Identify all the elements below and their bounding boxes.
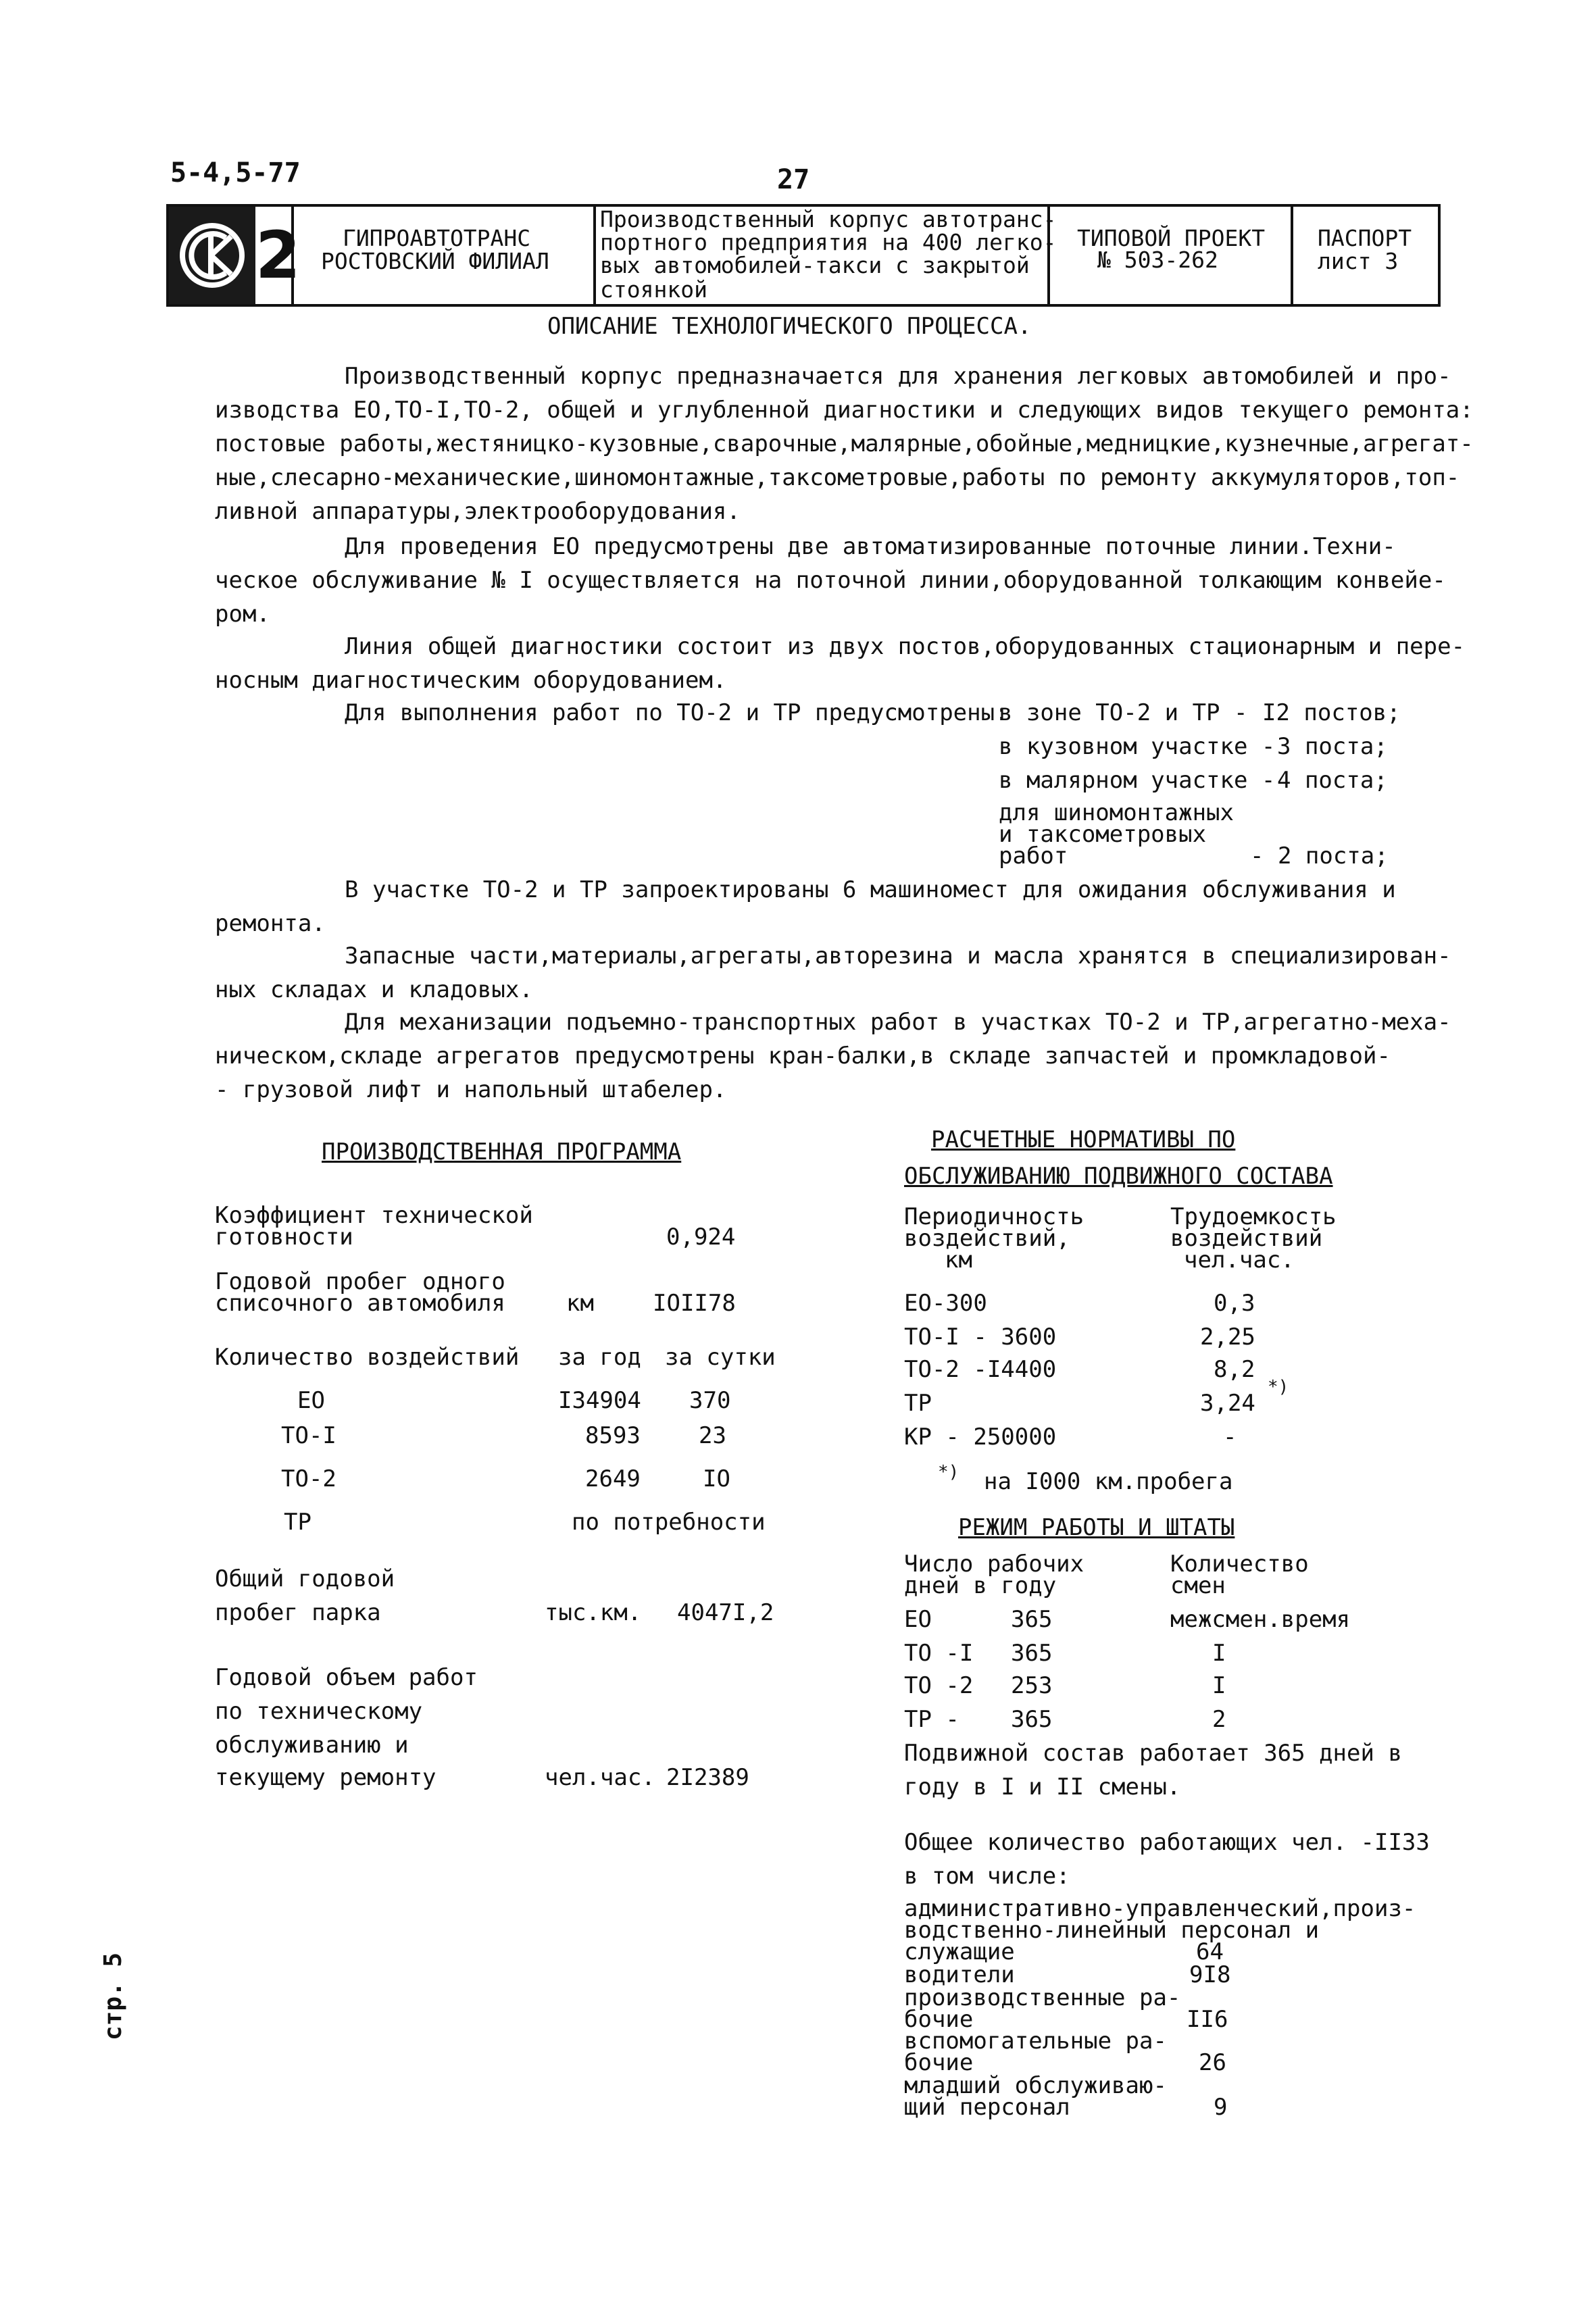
body-line: ных складах и кладовых. [215,976,533,1003]
mode-row-shifts: I [1212,1640,1226,1667]
norms-row-name: КР - 250000 [904,1424,1057,1451]
page-number: 27 [777,164,810,195]
program-row-year: I34904 [558,1387,641,1414]
count-label: Количество воздействий [215,1344,520,1371]
mode-col1-header: дней в году [904,1572,1057,1599]
project-cell [1050,207,1293,304]
staff-value: II6 [1187,2006,1228,2033]
fleet-unit: тыс.км. [545,1599,642,1626]
body-line: носным диагностическим оборудованием. [215,667,727,694]
staff-label: щий персонал [904,2094,1070,2121]
program-row-year: по потребности [572,1509,766,1536]
work-value: 2I2389 [666,1764,749,1791]
norms-title: ОБСЛУЖИВАНИЮ ПОДВИЖНОГО СОСТАВА [904,1163,1333,1190]
post-label: и таксометровых [999,821,1207,848]
body-line: постовые работы,жестяницко-кузовные,сварочные,малярные,обойные,медницкие,кузнечные,агрегат- [215,430,1474,457]
post-value: 3 поста; [1277,733,1388,760]
annual-label: списочного автомобиля [215,1290,505,1317]
body-line: Для механизации подъемно-транспортных работ в участках ТО-2 и ТР,агрегатно-меха- [345,1009,1451,1036]
post-label: в малярном участке - [999,767,1276,794]
norms-row-value: 0,3 [1214,1290,1255,1317]
logo-cell [169,207,301,304]
norms-col1-header: км [945,1247,972,1274]
body-line: Запасные части,материалы,агрегаты,авторезина и масла хранятся в специализирован- [345,942,1451,970]
footnote-mark: *) [1268,1377,1289,1397]
body-line: изводства ЕО,ТО-I,ТО-2, общей и углубленной диагностики и следующих видов текущего ремонта: [215,397,1474,424]
program-row-year: 8593 [585,1422,641,1449]
norms-row-value: 2,25 [1200,1324,1255,1351]
program-title: ПРОИЗВОДСТВЕННАЯ ПРОГРАММА [322,1138,682,1165]
mode-col2-header: смен [1170,1572,1226,1599]
norms-row-value: 8,2 [1214,1356,1255,1383]
program-row-day: IO [703,1465,730,1492]
program-row-name: ТО-2 [281,1465,336,1492]
footnote-mark: *) [938,1462,959,1482]
mode-row-days: 365 [1011,1640,1053,1667]
desc-line: стоянкой [600,276,707,303]
staff-value: 9I8 [1189,1961,1231,1988]
organization-cell [294,207,596,304]
program-row-name: ТР [284,1509,311,1536]
body-line: Для проведения ЕО предусмотрены две автоматизированные поточные линии.Техни- [345,533,1396,560]
program-row-name: ЕО [297,1387,325,1414]
mode-row-shifts: I [1212,1672,1226,1699]
logo-number: 2 [255,218,301,293]
body-line: ническом,складе агрегатов предусмотрены кран-балки,в складе запчастей и промкладовой- [215,1042,1391,1070]
footnote-text: на I000 км.пробега [984,1468,1233,1495]
ck-logo-icon [169,207,255,304]
body-line: ремонта. [215,910,326,937]
work-label: по техническому [215,1698,423,1725]
staff-label: водственно-линейный персонал и [904,1917,1320,1944]
mode-note: Подвижной состав работает 365 дней в [904,1740,1402,1767]
organization-logo [169,207,255,304]
description-cell [596,206,1057,304]
org-branch: РОСТОВСКИЙ ФИЛИАЛ [321,248,549,274]
mode-row-shifts: 2 [1212,1706,1226,1733]
ktg-label: Коэффициент технической [215,1202,533,1229]
program-row-day: 370 [689,1387,731,1414]
post-label: для шиномонтажных [999,799,1234,826]
body-line: ром. [215,601,270,628]
norms-row-name: ЕО-300 [904,1290,987,1317]
fleet-value: 4047I,2 [677,1599,774,1626]
col-day-header: за сутки [665,1344,776,1371]
norms-row-name: ТР [904,1390,932,1417]
mode-row-name: ЕО [904,1606,932,1633]
staff-label: служащие [904,1938,1015,1965]
ktg-value: 0,924 [666,1224,736,1251]
title-block [166,204,1441,307]
mode-col1-header: Число рабочих [904,1551,1084,1578]
passport-cell [1293,207,1443,304]
desc-line: портного предприятия на 400 легко- [600,229,1057,255]
mode-row-name: ТР - [904,1706,959,1733]
post-value: I2 постов; [1262,699,1401,726]
program-row-name: ТО-I [281,1422,336,1449]
staff-label: бочие [904,2049,974,2076]
ktg-label: готовности [215,1224,353,1251]
staff-value: 64 [1196,1938,1224,1965]
norms-row-value: - [1223,1424,1237,1451]
col-year-header: за год [558,1344,641,1371]
mode-row-days: 365 [1011,1706,1053,1733]
staff-total: Общее количество работающих чел. -II33 [904,1829,1430,1856]
passport-label: ПАСПОРТ [1318,225,1412,251]
norms-row-value: 3,24 [1200,1390,1255,1417]
staff-label: производственные ра- [904,1984,1181,2011]
annual-unit: км [566,1290,594,1317]
work-label: Годовой объем работ [215,1664,478,1691]
annual-label: Годовой пробег одного [215,1268,505,1295]
mode-row-shifts: межсмен.время [1170,1606,1351,1633]
post-label: работ [999,842,1068,870]
norms-col2-header: чел.час. [1184,1247,1295,1274]
body-line: - грузовой лифт и напольный штабелер. [215,1076,727,1103]
fleet-label: Общий годовой [215,1565,395,1592]
post-label: в зоне ТО-2 и ТР - [999,699,1248,726]
project-label: ТИПОВОЙ ПРОЕКТ [1077,225,1266,251]
mode-col2-header: Количество [1170,1551,1309,1578]
body-line: ческое обслуживание № I осуществляется на поточной линии,оборудованной толкающим конвейе- [215,567,1446,594]
staff-label: водители [904,1961,1015,1988]
norms-row-name: ТО-2 -I4400 [904,1356,1057,1383]
norms-col1-header: воздействий, [904,1225,1070,1252]
project-number: № 503-262 [1097,247,1218,273]
mode-title: РЕЖИМ РАБОТЫ И ШТАТЫ [958,1514,1235,1541]
doc-code: 5-4,5-77 [170,157,301,188]
program-row-day: 23 [699,1422,726,1449]
staff-label: административно-управленческий,произ- [904,1895,1416,1922]
work-unit: чел.час. [545,1764,655,1791]
staff-label: младший обслуживаю- [904,2072,1167,2099]
fleet-label: пробег парка [215,1599,381,1626]
post-value: - 2 поста; [1250,842,1389,870]
desc-line: вых автомобилей-такси с закрытой [600,252,1030,278]
post-label: в кузовном участке - [999,733,1276,760]
work-label: обслуживанию и [215,1732,409,1759]
annual-value: IOII78 [653,1290,736,1317]
body-line: В участке ТО-2 и ТР запроектированы 6 машиномест для ожидания обслуживания и [345,876,1396,903]
norms-col2-header: Трудоемкость [1170,1203,1337,1230]
body-line: Производственный корпус предназначается для хранения легковых автомобилей и про- [345,363,1451,390]
body-line: Для выполнения работ по ТО-2 и ТР предусмотрены: [345,699,1009,726]
mode-note: году в I и II смены. [904,1774,1181,1801]
sheet-label: лист 3 [1318,248,1399,274]
mode-row-name: ТО -I [904,1640,974,1667]
staff-label: бочие [904,2006,974,2033]
post-value: 4 поста; [1277,767,1388,794]
program-row-year: 2649 [585,1465,641,1492]
mode-row-name: ТО -2 [904,1672,974,1699]
body-line: ные,слесарно-механические,шиномонтажные,таксометровые,работы по ремонту аккумуляторов,топ- [215,464,1460,491]
body-line: Линия общей диагностики состоит из двух постов,оборудованных стационарным и пере- [345,633,1466,660]
work-label: текущему ремонту [215,1764,437,1791]
norms-col1-header: Периодичность [904,1203,1084,1230]
org-name: ГИПРОАВТОТРАНС [343,225,531,251]
staff-value: 26 [1199,2049,1226,2076]
staff-including: в том числе: [904,1863,1070,1890]
norms-row-name: ТО-I - 3600 [904,1324,1057,1351]
desc-line: Производственный корпус автотранс- [600,206,1057,232]
mode-row-days: 365 [1011,1606,1053,1633]
staff-value: 9 [1214,2094,1228,2121]
staff-label: вспомогательные ра- [904,2028,1167,2055]
norms-col2-header: воздействий [1170,1225,1323,1252]
mode-row-days: 253 [1011,1672,1053,1699]
body-line: ливной аппаратуры,электрооборудования. [215,498,741,525]
section-title: ОПИСАНИЕ ТЕХНОЛОГИЧЕСКОГО ПРОЦЕССА. [547,313,1032,340]
side-page-label: стр. 5 [99,1952,127,2040]
norms-title: РАСЧЕТНЫЕ НОРМАТИВЫ ПО [931,1126,1236,1153]
